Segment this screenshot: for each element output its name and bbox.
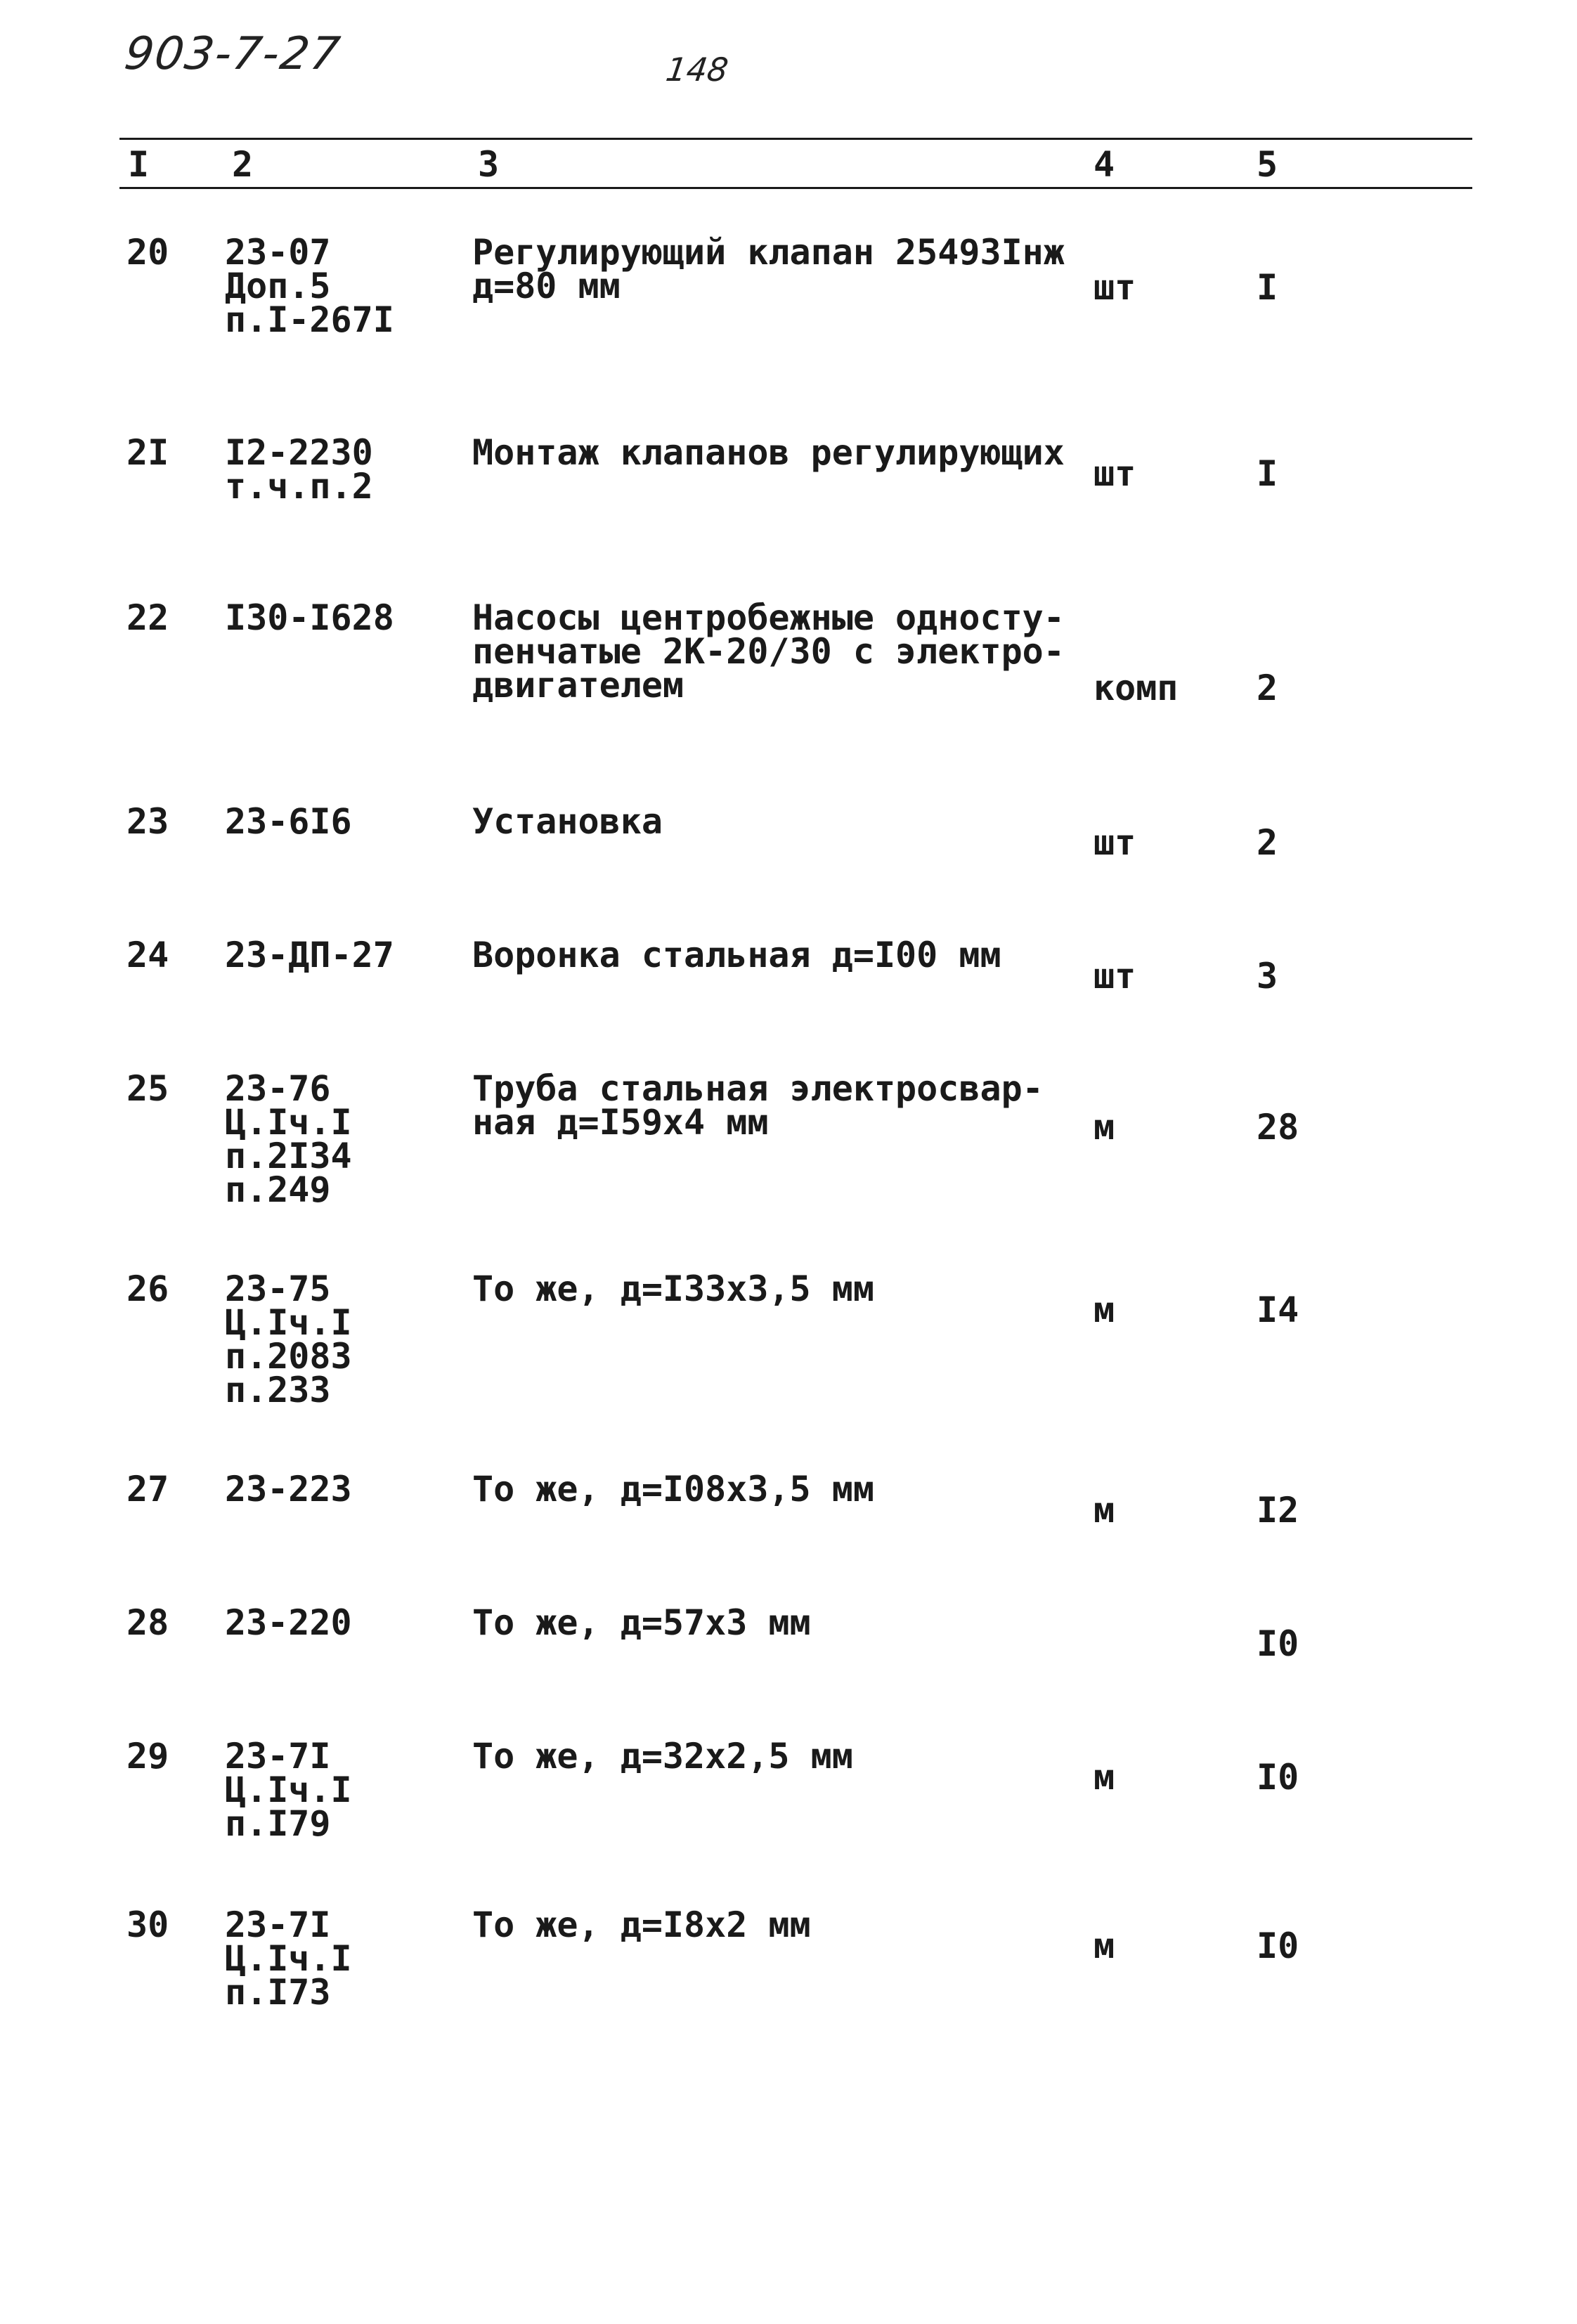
rate-code-line: 23-ДП-27	[225, 935, 394, 975]
item-description-line: То же, д=I33х3,5 мм	[472, 1268, 874, 1309]
row-number: 22	[126, 597, 169, 638]
page-number: 148	[663, 51, 731, 89]
quantity: 2	[1257, 822, 1278, 863]
rate-code-line: т.ч.п.2	[225, 466, 373, 507]
item-description-line: Воронка стальная д=I00 мм	[472, 935, 1001, 975]
quantity: I0	[1257, 1926, 1299, 1966]
row-number: 24	[126, 935, 169, 975]
row-number: 30	[126, 1904, 169, 1945]
quantity: I	[1257, 267, 1278, 308]
rate-code-line: 23-6I6	[225, 801, 352, 842]
quantity: I0	[1257, 1623, 1299, 1664]
rate-code	[225, 1068, 352, 1210]
item-description-line: То же, д=32х2,5 мм	[472, 1736, 853, 1777]
rate-code	[225, 232, 394, 340]
rate-code	[225, 1268, 352, 1410]
row-number: 26	[126, 1268, 169, 1309]
item-description-line: двигателем	[472, 665, 684, 706]
rate-code-line: п.249	[225, 1169, 331, 1210]
column-header-1: I	[128, 144, 150, 185]
rate-code	[225, 597, 394, 638]
rate-code	[225, 1736, 352, 1844]
rate-code-line: 23-220	[225, 1602, 352, 1643]
column-header-5: 5	[1257, 144, 1278, 185]
header-bottom-rule	[119, 187, 1472, 189]
column-header-2: 2	[232, 144, 254, 185]
rate-code-line: 23-75	[225, 1268, 331, 1309]
rate-code-line: Доп.5	[225, 266, 331, 306]
row-number: 25	[126, 1068, 169, 1109]
rate-code-line: I2-2230	[225, 432, 373, 473]
row-number: 2I	[126, 432, 169, 473]
item-description	[472, 597, 1065, 706]
rate-code-line: Ц.Iч.I	[225, 1102, 352, 1143]
column-header-4: 4	[1093, 144, 1115, 185]
item-description-line: Насосы центробежные односту-	[472, 597, 1065, 638]
quantity: I4	[1257, 1290, 1299, 1330]
document-code: 903-7-27	[121, 28, 344, 80]
item-description	[472, 1736, 853, 1777]
item-description-line: То же, д=I08х3,5 мм	[472, 1469, 874, 1510]
rate-code	[225, 935, 394, 975]
unit-of-measure: м	[1093, 1757, 1115, 1798]
rate-code-line: п.I-267I	[225, 299, 394, 340]
quantity: 3	[1257, 956, 1278, 997]
item-description	[472, 801, 663, 842]
item-description	[472, 232, 1065, 306]
column-header-3: 3	[478, 144, 500, 185]
rate-code	[225, 1469, 352, 1510]
unit-of-measure: м	[1093, 1107, 1115, 1148]
unit-of-measure: шт	[1093, 453, 1136, 494]
rate-code	[225, 432, 373, 507]
item-description-line: д=80 мм	[472, 266, 621, 306]
rate-code-line: п.233	[225, 1370, 331, 1410]
unit-of-measure: шт	[1093, 267, 1136, 308]
quantity: 28	[1257, 1107, 1299, 1148]
item-description	[472, 1268, 874, 1309]
rate-code	[225, 801, 352, 842]
item-description-line: То же, д=I8х2 мм	[472, 1904, 811, 1945]
rate-code	[225, 1602, 352, 1643]
quantity: 2	[1257, 668, 1278, 708]
item-description-line: Труба стальная электросвар-	[472, 1068, 1044, 1109]
item-description	[472, 432, 1065, 473]
rate-code-line: п.2I34	[225, 1136, 352, 1176]
rate-code-line: п.I73	[225, 1972, 331, 2013]
header-top-rule	[119, 138, 1472, 140]
unit-of-measure: шт	[1093, 822, 1136, 863]
rate-code-line: Ц.Iч.I	[225, 1938, 352, 1979]
item-description-line: пенчатые 2К-20/30 с электро-	[472, 631, 1065, 672]
rate-code-line: 23-76	[225, 1068, 331, 1109]
item-description-line: Монтаж клапанов регулирующих	[472, 432, 1065, 473]
item-description	[472, 935, 1001, 975]
unit-of-measure: м	[1093, 1490, 1115, 1531]
rate-code-line: 23-07	[225, 232, 331, 273]
rate-code-line: I30-I628	[225, 597, 394, 638]
rate-code-line: 23-7I	[225, 1736, 331, 1777]
item-description-line: Установка	[472, 801, 663, 842]
item-description-line: ная д=I59х4 мм	[472, 1102, 769, 1143]
unit-of-measure: м	[1093, 1926, 1115, 1966]
quantity: I0	[1257, 1757, 1299, 1798]
row-number: 29	[126, 1736, 169, 1777]
row-number: 28	[126, 1602, 169, 1643]
item-description	[472, 1904, 811, 1945]
rate-code-line: 23-223	[225, 1469, 352, 1510]
item-description	[472, 1469, 874, 1510]
unit-of-measure: комп	[1093, 668, 1179, 708]
unit-of-measure: шт	[1093, 956, 1136, 997]
row-number: 20	[126, 232, 169, 273]
item-description	[472, 1068, 1044, 1143]
rate-code	[225, 1904, 352, 2013]
rate-code-line: Ц.Iч.I	[225, 1302, 352, 1343]
rate-code-line: п.I79	[225, 1803, 331, 1844]
row-number: 23	[126, 801, 169, 842]
quantity: I	[1257, 453, 1278, 494]
rate-code-line: 23-7I	[225, 1904, 331, 1945]
unit-of-measure: м	[1093, 1290, 1115, 1330]
rate-code-line: Ц.Iч.I	[225, 1770, 352, 1810]
row-number: 27	[126, 1469, 169, 1510]
rate-code-line: п.2083	[225, 1336, 352, 1377]
quantity: I2	[1257, 1490, 1299, 1531]
item-description-line: Регулирующий клапан 25493Iнж	[472, 232, 1065, 273]
item-description	[472, 1602, 811, 1643]
item-description-line: То же, д=57х3 мм	[472, 1602, 811, 1643]
